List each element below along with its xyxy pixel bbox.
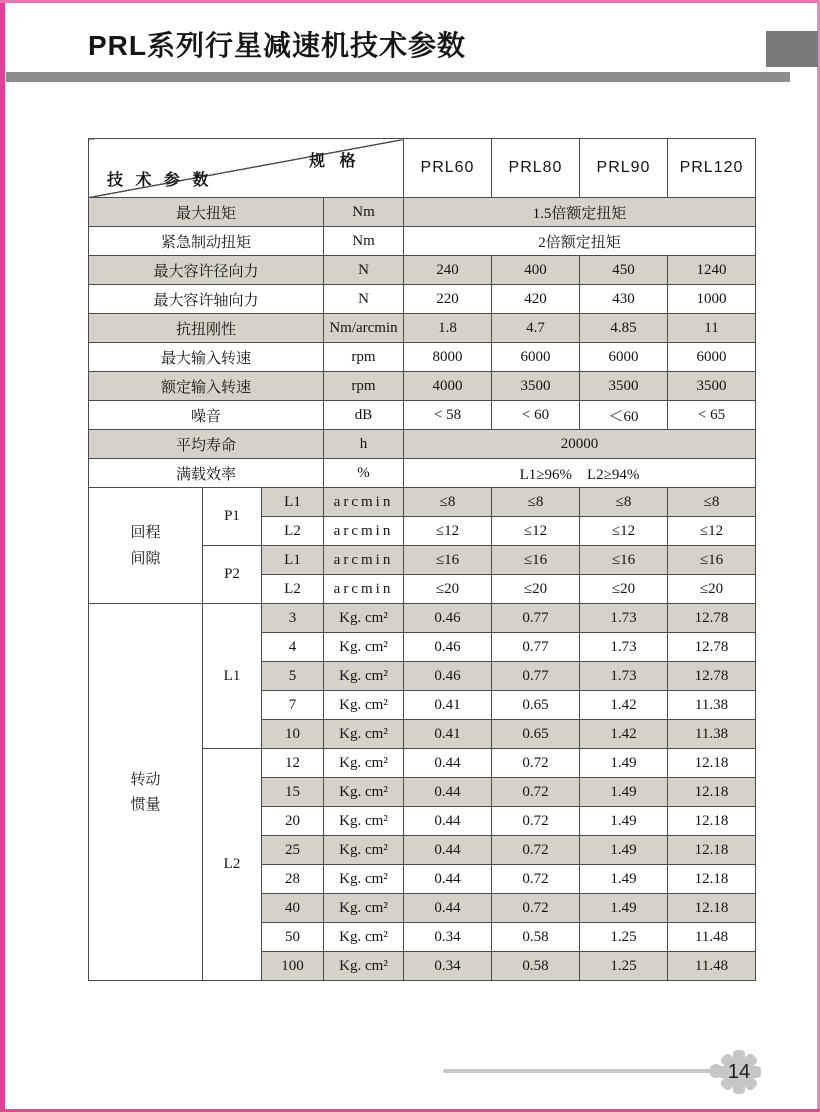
unit-cell: arcmin [324, 546, 404, 575]
value-cell: 0.44 [404, 865, 492, 894]
unit-cell: Nm [324, 198, 404, 227]
value-cell: 12.18 [668, 836, 756, 865]
value-cell: 0.41 [404, 720, 492, 749]
unit-cell: Nm/arcmin [324, 314, 404, 343]
ratio-cell: 10 [262, 720, 324, 749]
value-cell: 1.49 [580, 836, 668, 865]
table-row [89, 314, 756, 343]
merged-value-cell: 20000 [404, 430, 756, 459]
value-cell: 11.38 [668, 691, 756, 720]
ratio-cell: 4 [262, 633, 324, 662]
value-cell: 12.18 [668, 749, 756, 778]
value-cell: ≤12 [580, 517, 668, 546]
value-cell: ≤8 [404, 488, 492, 517]
table-row [89, 459, 756, 488]
value-cell: ≤20 [668, 575, 756, 604]
value-cell: 1.25 [580, 923, 668, 952]
value-cell: ≤8 [580, 488, 668, 517]
stage-group-cell: L1 [203, 604, 262, 749]
table-row [89, 256, 756, 285]
page-border-left [0, 0, 5, 1112]
merged-value-cell: 1.5倍额定扭矩 [404, 198, 756, 227]
value-cell: 12.78 [668, 604, 756, 633]
corner-decoration-block [766, 31, 818, 67]
value-cell: 420 [492, 285, 580, 314]
value-cell: ≤20 [492, 575, 580, 604]
merged-value-cell: 2倍额定扭矩 [404, 227, 756, 256]
unit-cell: Kg. cm² [324, 749, 404, 778]
table-row [89, 488, 756, 517]
value-cell: 1.73 [580, 662, 668, 691]
value-cell: 12.18 [668, 778, 756, 807]
unit-cell: Kg. cm² [324, 720, 404, 749]
param-label-cell: 最大容许轴向力 [89, 285, 324, 314]
value-cell: 0.46 [404, 604, 492, 633]
value-cell: ≤8 [668, 488, 756, 517]
column-header-prl120: PRL120 [668, 139, 756, 198]
value-cell: 1.49 [580, 807, 668, 836]
value-cell: ＜60 [580, 401, 668, 430]
ratio-cell: 20 [262, 807, 324, 836]
unit-cell: Kg. cm² [324, 894, 404, 923]
group-label-line: 惯量 [130, 796, 161, 813]
param-label-cell: 最大容许径向力 [89, 256, 324, 285]
value-cell: 0.34 [404, 923, 492, 952]
value-cell: 0.72 [492, 894, 580, 923]
unit-cell: Kg. cm² [324, 662, 404, 691]
precision-class-cell: P1 [203, 488, 262, 546]
param-label-cell: 最大扭矩 [89, 198, 324, 227]
value-cell: 1.8 [404, 314, 492, 343]
value-cell: 0.72 [492, 836, 580, 865]
unit-cell: Kg. cm² [324, 633, 404, 662]
value-cell: 11.48 [668, 952, 756, 981]
value-cell: 1240 [668, 256, 756, 285]
table-row [89, 430, 756, 459]
value-cell: 0.44 [404, 807, 492, 836]
value-cell: 0.46 [404, 662, 492, 691]
value-cell: 6000 [668, 343, 756, 372]
value-cell: 3500 [668, 372, 756, 401]
value-cell: 0.44 [404, 749, 492, 778]
value-cell: 4.7 [492, 314, 580, 343]
value-cell: ≤16 [580, 546, 668, 575]
stage-group-cell: L2 [203, 749, 262, 981]
spec-table [88, 138, 756, 981]
value-cell: 0.44 [404, 778, 492, 807]
value-cell: ≤16 [492, 546, 580, 575]
table-row [89, 372, 756, 401]
unit-cell: rpm [324, 372, 404, 401]
unit-cell: Kg. cm² [324, 604, 404, 633]
precision-class-cell: P2 [203, 546, 262, 604]
value-cell: 0.65 [492, 720, 580, 749]
value-cell: 0.72 [492, 778, 580, 807]
value-cell: 0.44 [404, 836, 492, 865]
unit-cell: arcmin [324, 488, 404, 517]
value-cell: ≤16 [668, 546, 756, 575]
unit-cell: arcmin [324, 575, 404, 604]
value-cell: 0.44 [404, 894, 492, 923]
value-cell: 1.49 [580, 894, 668, 923]
ratio-cell: 25 [262, 836, 324, 865]
value-cell: ≤8 [492, 488, 580, 517]
value-cell: 8000 [404, 343, 492, 372]
table-header-row [89, 139, 756, 198]
value-cell: 0.58 [492, 952, 580, 981]
param-label-cell: 满载效率 [89, 459, 324, 488]
value-cell: 1.42 [580, 691, 668, 720]
unit-cell: Nm [324, 227, 404, 256]
title-underline-bar [6, 72, 790, 82]
unit-cell: Kg. cm² [324, 778, 404, 807]
value-cell: 4000 [404, 372, 492, 401]
ratio-cell: 15 [262, 778, 324, 807]
value-cell: 450 [580, 256, 668, 285]
value-cell: ≤20 [580, 575, 668, 604]
value-cell: 0.72 [492, 807, 580, 836]
ratio-cell: 28 [262, 865, 324, 894]
value-cell: 12.18 [668, 807, 756, 836]
value-cell: 1.49 [580, 865, 668, 894]
param-label-cell: 抗扭刚性 [89, 314, 324, 343]
value-cell: 4.85 [580, 314, 668, 343]
value-cell: < 60 [492, 401, 580, 430]
value-cell: 6000 [580, 343, 668, 372]
unit-cell: Kg. cm² [324, 952, 404, 981]
value-cell: 0.77 [492, 604, 580, 633]
group-label-line: 转动 [130, 770, 161, 788]
value-cell: 0.34 [404, 952, 492, 981]
column-header-prl90: PRL90 [580, 139, 668, 198]
value-cell: 0.72 [492, 749, 580, 778]
page-number: 14 [727, 1060, 751, 1083]
value-cell: 11 [668, 314, 756, 343]
value-cell: 12.78 [668, 662, 756, 691]
merged-value-cell: L1≥96% L2≥94% [404, 459, 756, 488]
unit-cell: dB [324, 401, 404, 430]
value-cell: 220 [404, 285, 492, 314]
table-row [89, 285, 756, 314]
param-label-cell: 额定输入转速 [89, 372, 324, 401]
param-label-cell: 最大输入转速 [89, 343, 324, 372]
param-header-label: 技 术 参 数 [107, 172, 213, 189]
table-row [89, 198, 756, 227]
stage-cell: L1 [262, 546, 324, 575]
value-cell: 1.25 [580, 952, 668, 981]
ratio-cell: 5 [262, 662, 324, 691]
stage-cell: L1 [262, 488, 324, 517]
value-cell: 240 [404, 256, 492, 285]
ratio-cell: 50 [262, 923, 324, 952]
unit-cell: arcmin [324, 517, 404, 546]
unit-cell: Kg. cm² [324, 691, 404, 720]
value-cell: 1.49 [580, 749, 668, 778]
unit-cell: Kg. cm² [324, 923, 404, 952]
unit-cell: N [324, 256, 404, 285]
stage-cell: L2 [262, 517, 324, 546]
table-row [89, 604, 756, 633]
group-label-line: 回程 [130, 524, 161, 541]
value-cell: < 65 [668, 401, 756, 430]
value-cell: 6000 [492, 343, 580, 372]
value-cell: ≤16 [404, 546, 492, 575]
table-row [89, 227, 756, 256]
stage-cell: L2 [262, 575, 324, 604]
value-cell: 1.73 [580, 633, 668, 662]
value-cell: 0.41 [404, 691, 492, 720]
spec-header-label: 规 格 [309, 153, 361, 170]
ratio-cell: 40 [262, 894, 324, 923]
unit-cell: Kg. cm² [324, 807, 404, 836]
value-cell: 430 [580, 285, 668, 314]
column-header-prl60: PRL60 [404, 139, 492, 198]
unit-cell: Kg. cm² [324, 865, 404, 894]
unit-cell: Kg. cm² [324, 836, 404, 865]
backlash-group-cell [89, 488, 203, 604]
param-label-cell: 紧急制动扭矩 [89, 227, 324, 256]
value-cell: 0.77 [492, 633, 580, 662]
value-cell: 0.46 [404, 633, 492, 662]
group-label-line: 间隙 [130, 549, 161, 567]
value-cell: ≤20 [404, 575, 492, 604]
diagonal-header-cell [89, 139, 404, 198]
ratio-cell: 3 [262, 604, 324, 633]
unit-cell: h [324, 430, 404, 459]
value-cell: 0.65 [492, 691, 580, 720]
value-cell: 12.78 [668, 633, 756, 662]
ratio-cell: 12 [262, 749, 324, 778]
value-cell: 0.77 [492, 662, 580, 691]
unit-cell: N [324, 285, 404, 314]
inertia-group-cell [89, 604, 203, 981]
value-cell: 11.48 [668, 923, 756, 952]
value-cell: 0.72 [492, 865, 580, 894]
page-title: PRL系列行星减速机技术参数 [88, 30, 467, 61]
value-cell: 400 [492, 256, 580, 285]
value-cell: 0.58 [492, 923, 580, 952]
value-cell: 11.38 [668, 720, 756, 749]
value-cell: ≤12 [492, 517, 580, 546]
param-label-cell: 噪音 [89, 401, 324, 430]
unit-cell: % [324, 459, 404, 488]
value-cell: < 58 [404, 401, 492, 430]
ratio-cell: 7 [262, 691, 324, 720]
param-label-cell: 平均寿命 [89, 430, 324, 459]
value-cell: 1000 [668, 285, 756, 314]
value-cell: ≤12 [668, 517, 756, 546]
value-cell: 3500 [492, 372, 580, 401]
value-cell: ≤12 [404, 517, 492, 546]
page-number-gear [716, 1049, 762, 1095]
value-cell: 12.18 [668, 865, 756, 894]
unit-cell: rpm [324, 343, 404, 372]
value-cell: 1.42 [580, 720, 668, 749]
page-border-top [0, 0, 820, 3]
footer-rule-line [443, 1069, 715, 1073]
value-cell: 1.49 [580, 778, 668, 807]
ratio-cell: 100 [262, 952, 324, 981]
value-cell: 12.18 [668, 894, 756, 923]
table-row [89, 401, 756, 430]
value-cell: 1.73 [580, 604, 668, 633]
column-header-prl80: PRL80 [492, 139, 580, 198]
value-cell: 3500 [580, 372, 668, 401]
table-row [89, 343, 756, 372]
